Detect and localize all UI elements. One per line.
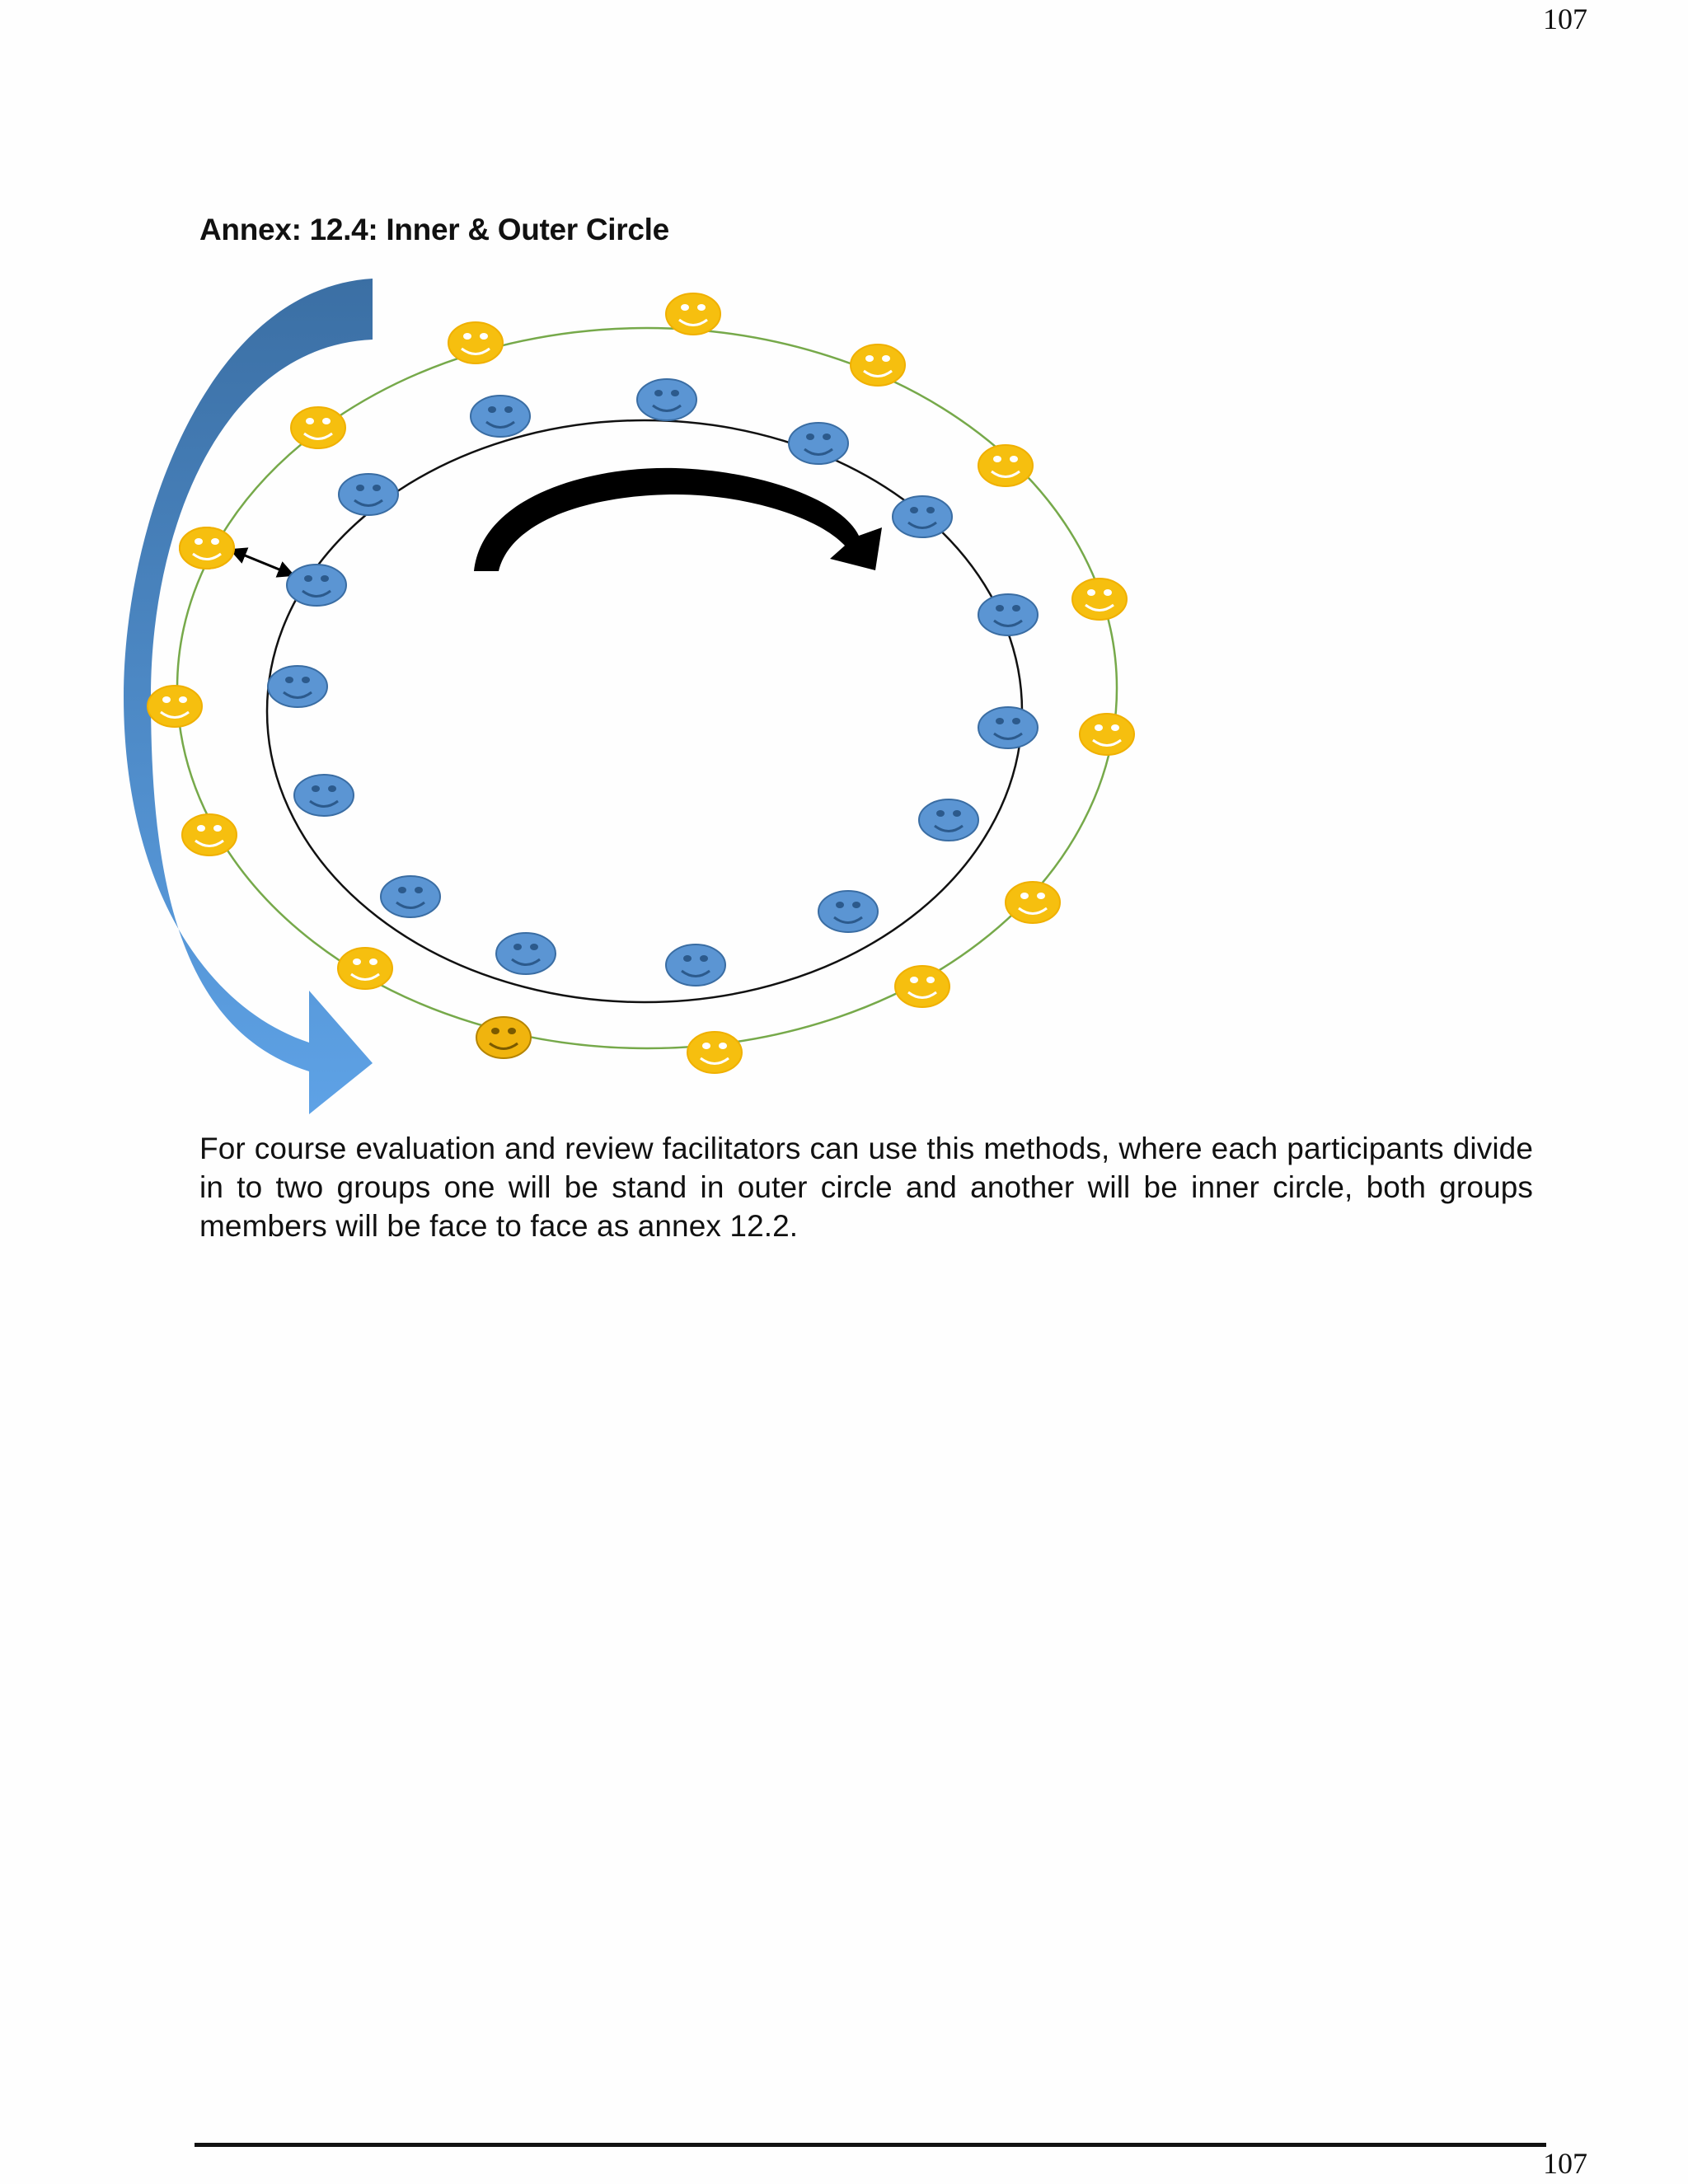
outer-circle-face [1072,579,1127,620]
inner-circle-face [268,666,327,707]
page-number-bottom: 107 [1543,2147,1587,2180]
inner-circle-face [666,944,725,986]
inner-circle-face [978,594,1038,635]
page-number-top: 107 [1543,2,1587,35]
outer-circle-face [1080,714,1134,755]
inner-circle-face [496,933,556,974]
outer-circle-face [851,344,905,386]
outer-circle-face [338,948,392,989]
inner-circle-face [381,876,440,917]
outer-circle-face [978,445,1033,486]
outer-circle-face [448,322,503,363]
inner-circle-face [893,496,952,537]
inner-circle-face [789,423,848,464]
inner-circle-face [818,891,878,932]
outer-circle-face [687,1032,742,1073]
outer-circle-face [148,686,202,727]
outer-circle-face [895,966,950,1007]
inner-circle-face [919,799,978,841]
inner-circle-face [471,396,530,437]
inner-circle-face [287,565,346,606]
outer-circle-face [180,527,234,569]
footer-rule [195,2143,1546,2147]
inner-circle-face [637,379,696,420]
outer-circle-face [1006,882,1060,923]
face-to-face-arrow [231,550,293,575]
outer-circle-face [182,814,237,855]
outer-circle-face [291,407,345,448]
outer-circle-face [476,1017,531,1058]
inner-rotation-arrow [474,468,882,571]
outer-circle-face [666,293,720,335]
inner-circle-face [339,474,398,515]
inner-circle-face [294,775,354,816]
inner-circle-face [978,707,1038,748]
annex-heading: Annex: 12.4: Inner & Outer Circle [199,213,669,246]
body-paragraph: For course evaluation and review facilitators can use this methods, where each participants divide in to two groups one will be stand in outer circle and another will be inner circle, both groups members will be face to face as annex 12.2. [199,1132,1533,1243]
